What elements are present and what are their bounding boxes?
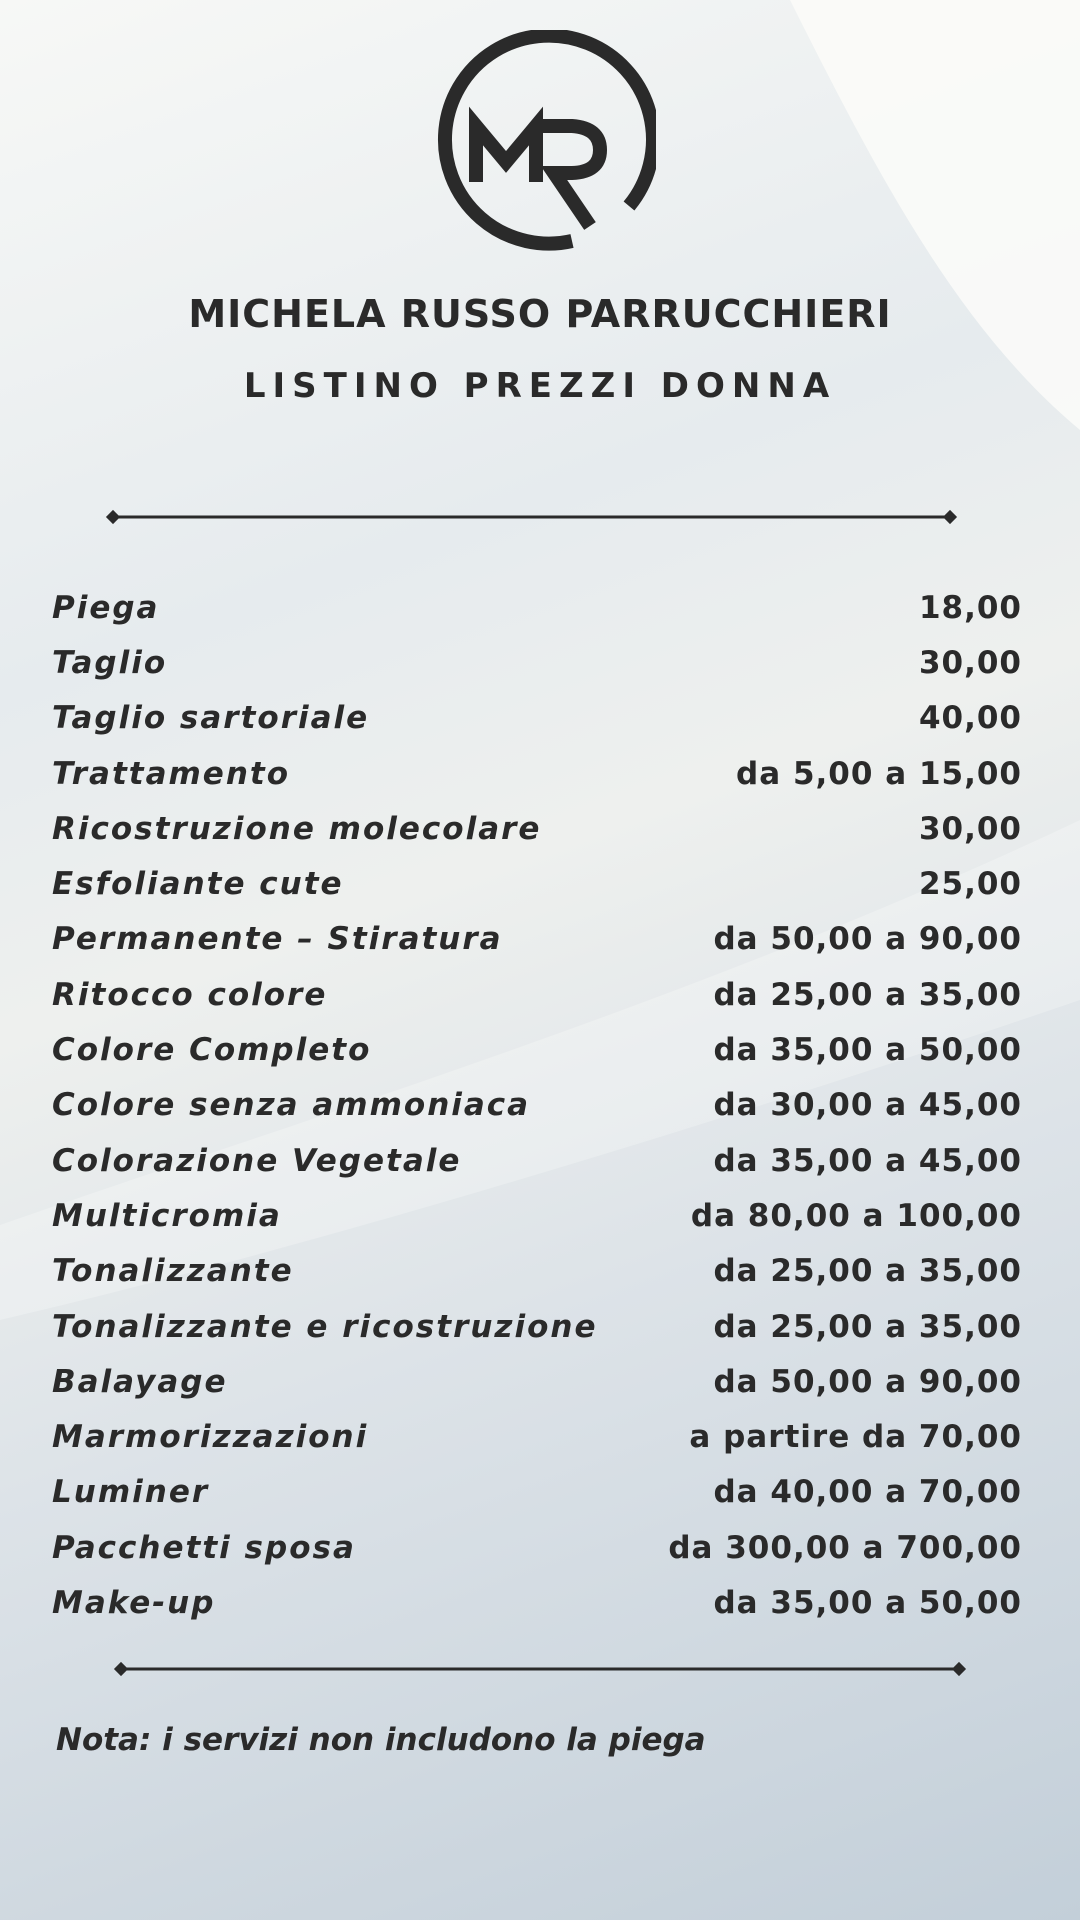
service-name: Piega	[52, 589, 160, 626]
service-price: da 35,00 a 45,00	[713, 1142, 1022, 1179]
footnote: Nota: i servizi non includono la piega	[56, 1722, 706, 1758]
service-price: da 30,00 a 45,00	[713, 1087, 1022, 1124]
service-name: Colorazione Vegetale	[52, 1142, 462, 1179]
service-name: Esfoliante cute	[52, 866, 344, 903]
price-row	[52, 580, 1022, 635]
price-row	[52, 1409, 1022, 1464]
service-name: Colore Completo	[52, 1032, 372, 1069]
price-row	[52, 635, 1022, 690]
service-name: Marmorizzazioni	[52, 1419, 369, 1456]
bottom-divider	[0, 1659, 1080, 1679]
service-name: Taglio sartoriale	[52, 700, 370, 737]
service-price: 30,00	[918, 810, 1022, 847]
service-price: da 40,00 a 70,00	[713, 1474, 1022, 1511]
service-name: Tonalizzante e ricostruzione	[52, 1308, 598, 1345]
service-price: da 80,00 a 100,00	[690, 1197, 1022, 1234]
service-name: Tonalizzante	[52, 1253, 294, 1290]
price-row	[52, 746, 1022, 801]
service-name: Ritocco colore	[52, 976, 328, 1013]
service-price: da 25,00 a 35,00	[713, 1253, 1022, 1290]
price-list-subtitle: LISTINO PREZZI DONNA	[243, 366, 837, 406]
service-price: da 50,00 a 90,00	[713, 921, 1022, 958]
service-price: da 25,00 a 35,00	[713, 976, 1022, 1013]
price-row	[52, 967, 1022, 1022]
price-row	[52, 1465, 1022, 1520]
service-price: da 5,00 a 15,00	[736, 755, 1022, 792]
service-name: Taglio	[52, 644, 168, 681]
service-price: da 50,00 a 90,00	[713, 1363, 1022, 1400]
service-price: da 25,00 a 35,00	[713, 1308, 1022, 1345]
price-row	[52, 1133, 1022, 1188]
top-divider	[0, 507, 1080, 527]
price-row	[52, 1520, 1022, 1575]
price-row	[52, 1022, 1022, 1077]
price-row	[52, 912, 1022, 967]
service-name: Make-up	[52, 1584, 216, 1621]
service-price: da 35,00 a 50,00	[713, 1584, 1022, 1621]
service-price: da 35,00 a 50,00	[713, 1032, 1022, 1069]
service-price: a partire da 70,00	[689, 1419, 1022, 1456]
service-price: 30,00	[918, 644, 1022, 681]
service-price: 25,00	[918, 866, 1022, 903]
price-row	[52, 691, 1022, 746]
price-row	[52, 1299, 1022, 1354]
service-price: 40,00	[918, 700, 1022, 737]
price-row	[52, 801, 1022, 856]
mr-logo	[422, 30, 656, 264]
price-row	[52, 856, 1022, 911]
price-list	[52, 580, 1022, 1631]
brand-title: MICHELA RUSSO PARRUCCHIERI	[188, 292, 892, 336]
service-name: Balayage	[52, 1363, 228, 1400]
service-name: Permanente – Stiratura	[52, 921, 503, 958]
service-name: Multicromia	[52, 1197, 282, 1234]
price-row	[52, 1354, 1022, 1409]
service-name: Colore senza ammoniaca	[52, 1087, 531, 1124]
service-price: da 300,00 a 700,00	[668, 1529, 1022, 1566]
price-row	[52, 1244, 1022, 1299]
price-row	[52, 1188, 1022, 1243]
service-name: Trattamento	[52, 755, 291, 792]
service-name: Ricostruzione molecolare	[52, 810, 542, 847]
service-name: Luminer	[52, 1474, 210, 1511]
service-name: Pacchetti sposa	[52, 1529, 356, 1566]
service-price: 18,00	[918, 589, 1022, 626]
price-row	[52, 1078, 1022, 1133]
price-row	[52, 1575, 1022, 1630]
